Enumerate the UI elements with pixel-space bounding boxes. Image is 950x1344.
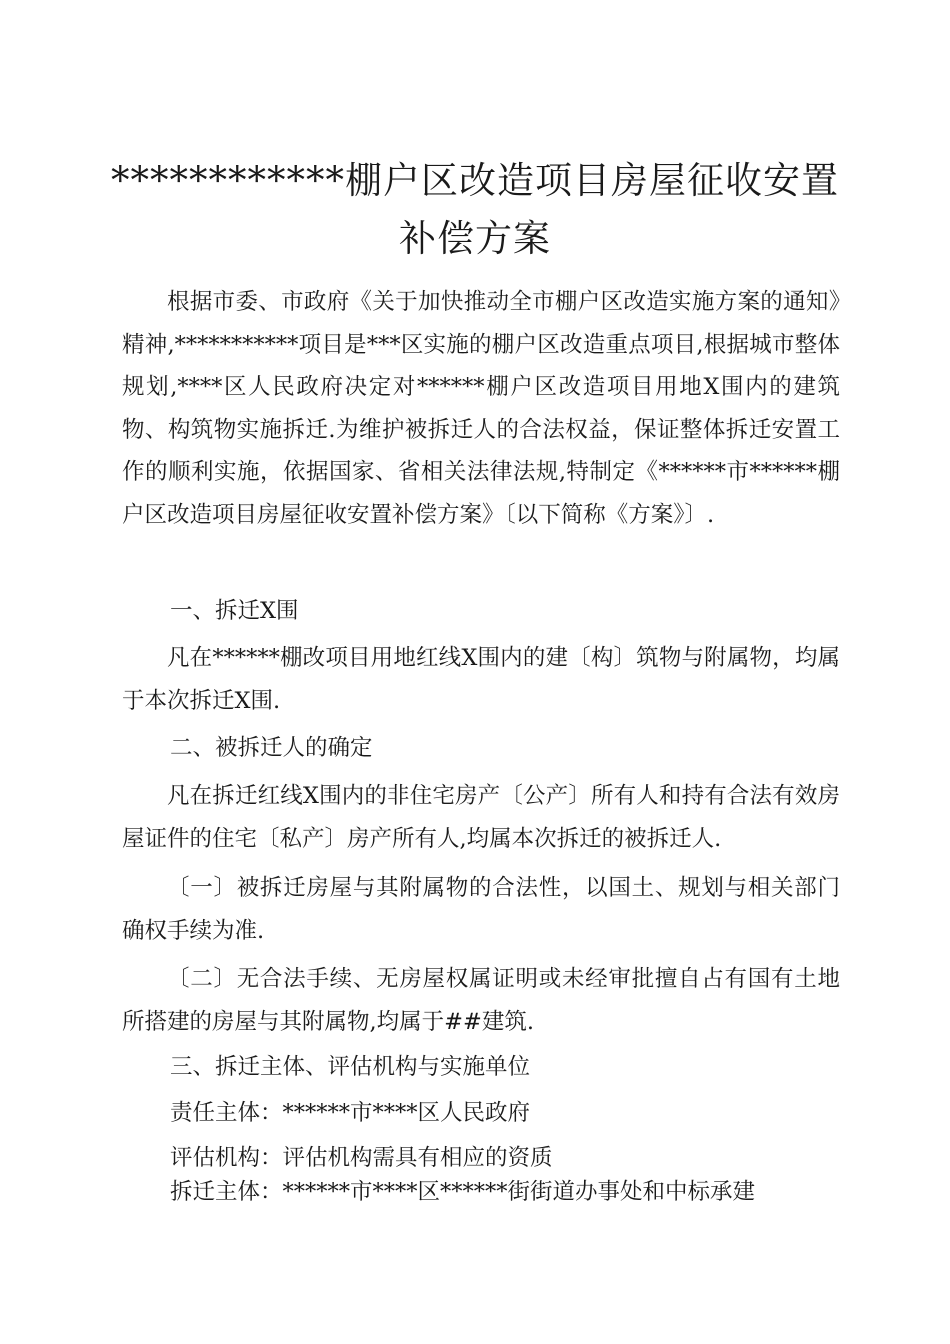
document-title	[100, 152, 850, 268]
section3-assessor: 评估机构：评估机构需具有相应的资质	[170, 1145, 553, 1171]
section2-item-2: 〔二〕无合法手续、无房屋权属证明或未经审批擅自占有国有土地所搭建的房屋与其附属物,均属于##建筑.	[122, 966, 840, 1035]
section3-responsible: 责任主体：******市****区人民政府	[170, 1100, 531, 1126]
title-line-2: 补偿方案	[399, 217, 551, 260]
section2-paragraph: 凡在拆迁红线X围内的非住宅房产〔公产〕所有人和持有合法有效房屋证件的住宅〔私产〕房产所有人,均属本次拆迁的被拆迁人.	[122, 783, 840, 852]
title-line-1: ************棚户区改造项目房屋征收安置	[111, 159, 839, 202]
section2-heading: 二、被拆迁人的确定	[170, 735, 373, 761]
section1-heading: 一、拆迁X围	[170, 598, 299, 624]
intro-paragraph: 根据市委、市政府《关于加快推动全市棚户区改造实施方案的通知》精神,***********项目是***区实施的棚户区改造重点项目,根据城市整体规划,****区人民政府决定对******棚户区改造项目用地X围内的建筑物、构筑物实施拆迁.为维护被拆迁人的合法权益，保证整体拆迁安置工作的顺利实施，依据国家、省相关法律法规,特制定《******市******棚户区改造项目房屋征收安置补偿方案》〔以下简称《方案》〕.	[122, 289, 840, 528]
section1-paragraph: 凡在******棚改项目用地红线X围内的建〔构〕筑物与附属物，均属于本次拆迁X围.	[122, 645, 840, 714]
section3-demolition: 拆迁主体：******市****区******街街道办事处和中标承建	[170, 1179, 756, 1205]
section3-heading: 三、拆迁主体、评估机构与实施单位	[170, 1054, 531, 1080]
section2-item-1: 〔一〕被拆迁房屋与其附属物的合法性，以国土、规划与相关部门确权手续为准.	[122, 875, 840, 944]
